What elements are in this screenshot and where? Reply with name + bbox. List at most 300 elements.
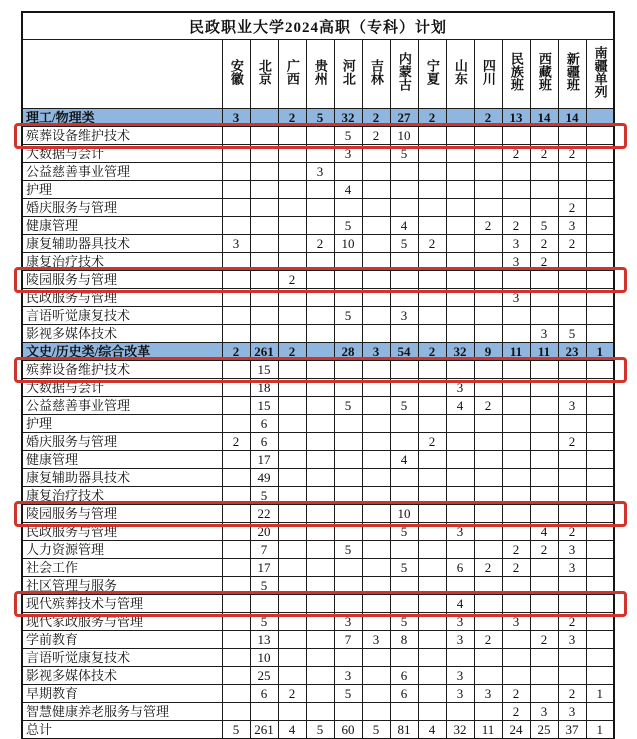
value-cell-13: [586, 289, 614, 307]
value-cell-3: [306, 703, 334, 721]
value-cell-12: [558, 181, 586, 199]
value-cell-5: [362, 325, 390, 343]
value-cell-1: [250, 235, 278, 253]
value-cell-5: [362, 667, 390, 685]
value-cell-11: 5: [530, 217, 558, 235]
value-cell-0: 5: [222, 721, 250, 739]
value-cell-4: 5: [334, 127, 362, 145]
value-cell-13: [586, 559, 614, 577]
table-row: [22, 289, 614, 307]
value-cell-2: [278, 433, 306, 451]
value-cell-13: [586, 361, 614, 379]
value-cell-11: [530, 307, 558, 325]
table-row: [22, 307, 614, 325]
value-cell-5: [362, 397, 390, 415]
value-cell-4: [334, 325, 362, 343]
value-cell-0: [222, 577, 250, 595]
value-cell-3: [306, 433, 334, 451]
value-cell-2: [278, 415, 306, 433]
value-cell-8: [446, 433, 474, 451]
table-row: [22, 163, 614, 181]
value-cell-2: [278, 289, 306, 307]
value-cell-13: [586, 397, 614, 415]
value-cell-2: [278, 667, 306, 685]
row-label: 康复辅助器具技术: [22, 469, 222, 487]
column-header-label: 民族班: [508, 52, 524, 91]
value-cell-10: [502, 163, 530, 181]
value-cell-2: [278, 379, 306, 397]
section-header-row: [22, 109, 614, 127]
row-label: 陵园服务与管理: [22, 505, 222, 523]
value-cell-10: [502, 379, 530, 397]
row-label: 理工/物理类: [22, 109, 222, 127]
value-cell-9: 2: [474, 631, 502, 649]
value-cell-13: 1: [586, 685, 614, 703]
value-cell-10: 13: [502, 109, 530, 127]
row-label: 婚庆服务与管理: [22, 433, 222, 451]
value-cell-8: 32: [446, 343, 474, 361]
value-cell-10: 24: [502, 721, 530, 739]
value-cell-11: [530, 199, 558, 217]
value-cell-11: [530, 577, 558, 595]
value-cell-8: [446, 703, 474, 721]
value-cell-12: [558, 505, 586, 523]
value-cell-7: [418, 379, 446, 397]
table-row: [22, 433, 614, 451]
value-cell-10: [502, 451, 530, 469]
value-cell-5: 5: [362, 721, 390, 739]
value-cell-12: 2: [558, 433, 586, 451]
value-cell-8: 3: [446, 613, 474, 631]
value-cell-13: [586, 109, 614, 127]
value-cell-9: [474, 127, 502, 145]
value-cell-9: [474, 199, 502, 217]
table-title: 民政职业大学2024高职（专科）计划: [22, 12, 614, 40]
value-cell-1: [250, 109, 278, 127]
value-cell-5: [362, 199, 390, 217]
value-cell-1: 261: [250, 343, 278, 361]
value-cell-11: 25: [530, 721, 558, 739]
value-cell-4: [334, 559, 362, 577]
value-cell-11: [530, 397, 558, 415]
value-cell-6: [390, 253, 418, 271]
value-cell-11: [530, 163, 558, 181]
value-cell-4: [334, 253, 362, 271]
value-cell-11: [530, 469, 558, 487]
value-cell-5: [362, 703, 390, 721]
table-row: [22, 361, 614, 379]
value-cell-5: [362, 559, 390, 577]
value-cell-12: 2: [558, 145, 586, 163]
value-cell-11: [530, 667, 558, 685]
value-cell-5: [362, 451, 390, 469]
value-cell-5: [362, 415, 390, 433]
value-cell-11: [530, 415, 558, 433]
row-label: 大数据与会计: [22, 145, 222, 163]
value-cell-1: 17: [250, 451, 278, 469]
value-cell-3: [306, 253, 334, 271]
value-cell-13: [586, 271, 614, 289]
value-cell-1: [250, 595, 278, 613]
value-cell-7: [418, 361, 446, 379]
value-cell-0: [222, 649, 250, 667]
value-cell-8: [446, 577, 474, 595]
value-cell-1: [250, 703, 278, 721]
column-header-label: 广西: [284, 58, 300, 85]
value-cell-3: [306, 361, 334, 379]
value-cell-12: [558, 271, 586, 289]
value-cell-0: [222, 541, 250, 559]
value-cell-5: [362, 217, 390, 235]
value-cell-0: [222, 217, 250, 235]
value-cell-12: 3: [558, 397, 586, 415]
value-cell-0: [222, 487, 250, 505]
value-cell-10: [502, 415, 530, 433]
value-cell-0: 3: [222, 109, 250, 127]
value-cell-3: [306, 685, 334, 703]
row-label: 社会工作: [22, 559, 222, 577]
value-cell-3: [306, 217, 334, 235]
value-cell-8: [446, 235, 474, 253]
value-cell-1: 22: [250, 505, 278, 523]
value-cell-0: [222, 325, 250, 343]
value-cell-11: [530, 685, 558, 703]
value-cell-10: [502, 397, 530, 415]
value-cell-7: [418, 199, 446, 217]
value-cell-5: [362, 361, 390, 379]
value-cell-7: [418, 181, 446, 199]
value-cell-12: [558, 649, 586, 667]
value-cell-11: [530, 649, 558, 667]
value-cell-7: [418, 631, 446, 649]
value-cell-13: [586, 415, 614, 433]
value-cell-10: 2: [502, 685, 530, 703]
value-cell-5: [362, 613, 390, 631]
value-cell-3: [306, 667, 334, 685]
value-cell-12: [558, 415, 586, 433]
value-cell-6: [390, 649, 418, 667]
value-cell-10: [502, 469, 530, 487]
value-cell-3: [306, 505, 334, 523]
value-cell-5: 3: [362, 343, 390, 361]
value-cell-12: 3: [558, 217, 586, 235]
value-cell-8: [446, 199, 474, 217]
value-cell-2: [278, 181, 306, 199]
value-cell-3: [306, 397, 334, 415]
value-cell-10: 2: [502, 541, 530, 559]
value-cell-5: 3: [362, 631, 390, 649]
value-cell-3: [306, 415, 334, 433]
value-cell-13: 1: [586, 721, 614, 739]
section-header-row: [22, 343, 614, 361]
value-cell-8: [446, 649, 474, 667]
value-cell-1: 20: [250, 523, 278, 541]
value-cell-6: 5: [390, 235, 418, 253]
column-header-label: 北京: [256, 58, 272, 85]
value-cell-7: 2: [418, 235, 446, 253]
value-cell-13: [586, 145, 614, 163]
row-label: 社区管理与服务: [22, 577, 222, 595]
value-cell-5: [362, 181, 390, 199]
value-cell-0: [222, 613, 250, 631]
value-cell-0: [222, 595, 250, 613]
value-cell-8: [446, 307, 474, 325]
value-cell-4: [334, 469, 362, 487]
row-label: 健康管理: [22, 451, 222, 469]
value-cell-9: 2: [474, 397, 502, 415]
value-cell-6: [390, 577, 418, 595]
value-cell-2: [278, 361, 306, 379]
value-cell-5: [362, 469, 390, 487]
value-cell-12: [558, 163, 586, 181]
value-cell-8: [446, 541, 474, 559]
value-cell-0: [222, 631, 250, 649]
value-cell-0: [222, 181, 250, 199]
value-cell-6: 10: [390, 127, 418, 145]
value-cell-9: [474, 613, 502, 631]
value-cell-7: [418, 505, 446, 523]
value-cell-9: [474, 451, 502, 469]
value-cell-13: [586, 613, 614, 631]
value-cell-8: [446, 181, 474, 199]
column-header-label: 安徽: [228, 58, 244, 85]
value-cell-4: [334, 415, 362, 433]
value-cell-10: [502, 649, 530, 667]
value-cell-5: [362, 595, 390, 613]
column-header-11: [530, 40, 558, 109]
value-cell-3: 3: [306, 163, 334, 181]
value-cell-6: [390, 487, 418, 505]
value-cell-2: [278, 325, 306, 343]
value-cell-1: 17: [250, 559, 278, 577]
value-cell-0: 2: [222, 343, 250, 361]
value-cell-3: [306, 487, 334, 505]
value-cell-8: 3: [446, 667, 474, 685]
table-row: [22, 469, 614, 487]
value-cell-8: 4: [446, 595, 474, 613]
value-cell-11: 11: [530, 343, 558, 361]
column-header-12: [558, 40, 586, 109]
table-row: [22, 325, 614, 343]
column-header-label: 西藏班: [536, 52, 552, 91]
value-cell-3: [306, 289, 334, 307]
value-cell-0: [222, 163, 250, 181]
value-cell-10: [502, 361, 530, 379]
value-cell-2: [278, 595, 306, 613]
value-cell-12: [558, 127, 586, 145]
value-cell-11: [530, 487, 558, 505]
value-cell-4: 28: [334, 343, 362, 361]
value-cell-10: [502, 667, 530, 685]
value-cell-3: [306, 307, 334, 325]
value-cell-9: [474, 577, 502, 595]
value-cell-4: [334, 487, 362, 505]
table-row: [22, 253, 614, 271]
value-cell-12: [558, 253, 586, 271]
value-cell-5: [362, 433, 390, 451]
row-label: 现代殡葬技术与管理: [22, 595, 222, 613]
value-cell-2: [278, 703, 306, 721]
value-cell-8: 6: [446, 559, 474, 577]
value-cell-3: [306, 343, 334, 361]
value-cell-1: [250, 199, 278, 217]
value-cell-9: [474, 703, 502, 721]
value-cell-7: [418, 685, 446, 703]
value-cell-7: [418, 397, 446, 415]
value-cell-3: [306, 559, 334, 577]
value-cell-12: [558, 487, 586, 505]
value-cell-4: 32: [334, 109, 362, 127]
value-cell-9: [474, 505, 502, 523]
table-row: [22, 487, 614, 505]
value-cell-12: 2: [558, 199, 586, 217]
table-row: [22, 379, 614, 397]
column-header-6: [390, 40, 418, 109]
value-cell-4: [334, 451, 362, 469]
value-cell-3: 5: [306, 109, 334, 127]
value-cell-8: 3: [446, 685, 474, 703]
value-cell-1: [250, 145, 278, 163]
value-cell-0: 2: [222, 433, 250, 451]
value-cell-7: [418, 451, 446, 469]
province-header-row: [22, 40, 614, 109]
value-cell-1: [250, 307, 278, 325]
value-cell-6: 5: [390, 559, 418, 577]
value-cell-0: [222, 145, 250, 163]
value-cell-4: [334, 271, 362, 289]
table-row: [22, 631, 614, 649]
value-cell-1: [250, 127, 278, 145]
value-cell-4: [334, 379, 362, 397]
value-cell-3: [306, 181, 334, 199]
value-cell-2: [278, 649, 306, 667]
table-row: [22, 127, 614, 145]
table-row: [22, 415, 614, 433]
value-cell-1: [250, 253, 278, 271]
value-cell-0: [222, 127, 250, 145]
value-cell-2: 2: [278, 109, 306, 127]
value-cell-12: [558, 289, 586, 307]
value-cell-2: 2: [278, 343, 306, 361]
value-cell-13: [586, 595, 614, 613]
value-cell-4: 5: [334, 685, 362, 703]
row-label: 智慧健康养老服务与管理: [22, 703, 222, 721]
value-cell-10: [502, 505, 530, 523]
value-cell-3: [306, 541, 334, 559]
value-cell-8: [446, 289, 474, 307]
value-cell-2: [278, 487, 306, 505]
value-cell-10: [502, 199, 530, 217]
value-cell-6: [390, 469, 418, 487]
value-cell-11: 3: [530, 703, 558, 721]
value-cell-1: 7: [250, 541, 278, 559]
table-row: [22, 541, 614, 559]
value-cell-10: 3: [502, 289, 530, 307]
column-header-0: [222, 40, 250, 109]
value-cell-1: 49: [250, 469, 278, 487]
value-cell-3: [306, 523, 334, 541]
row-label: 言语听觉康复技术: [22, 649, 222, 667]
value-cell-12: 2: [558, 235, 586, 253]
value-cell-12: 3: [558, 703, 586, 721]
value-cell-9: 3: [474, 685, 502, 703]
value-cell-13: [586, 703, 614, 721]
value-cell-8: [446, 109, 474, 127]
value-cell-0: [222, 379, 250, 397]
value-cell-2: [278, 145, 306, 163]
value-cell-7: [418, 289, 446, 307]
value-cell-7: 4: [418, 721, 446, 739]
value-cell-4: 4: [334, 181, 362, 199]
value-cell-1: 25: [250, 667, 278, 685]
row-label: 言语听觉康复技术: [22, 307, 222, 325]
value-cell-3: [306, 469, 334, 487]
value-cell-6: 54: [390, 343, 418, 361]
value-cell-9: [474, 163, 502, 181]
value-cell-6: 81: [390, 721, 418, 739]
value-cell-2: [278, 577, 306, 595]
value-cell-3: [306, 613, 334, 631]
value-cell-4: [334, 577, 362, 595]
value-cell-11: 2: [530, 541, 558, 559]
value-cell-10: [502, 271, 530, 289]
table-row: [22, 235, 614, 253]
value-cell-10: 3: [502, 613, 530, 631]
value-cell-13: [586, 577, 614, 595]
value-cell-2: 2: [278, 685, 306, 703]
value-cell-6: [390, 541, 418, 559]
corner-cell: [22, 40, 222, 109]
value-cell-13: [586, 181, 614, 199]
value-cell-5: [362, 649, 390, 667]
value-cell-5: 2: [362, 109, 390, 127]
value-cell-8: [446, 361, 474, 379]
value-cell-13: [586, 649, 614, 667]
row-label: 公益慈善事业管理: [22, 163, 222, 181]
value-cell-1: 5: [250, 487, 278, 505]
row-label: 公益慈善事业管理: [22, 397, 222, 415]
value-cell-11: [530, 505, 558, 523]
value-cell-13: [586, 487, 614, 505]
value-cell-6: 10: [390, 505, 418, 523]
row-label: 康复辅助器具技术: [22, 235, 222, 253]
value-cell-5: [362, 235, 390, 253]
column-header-8: [446, 40, 474, 109]
value-cell-9: [474, 415, 502, 433]
value-cell-7: [418, 667, 446, 685]
value-cell-9: [474, 253, 502, 271]
row-label: 殡葬设备维护技术: [22, 127, 222, 145]
value-cell-2: [278, 541, 306, 559]
column-header-13: [586, 40, 614, 109]
value-cell-9: [474, 523, 502, 541]
value-cell-6: 4: [390, 451, 418, 469]
value-cell-8: 3: [446, 379, 474, 397]
value-cell-12: 14: [558, 109, 586, 127]
value-cell-11: 3: [530, 325, 558, 343]
value-cell-9: [474, 271, 502, 289]
value-cell-0: [222, 415, 250, 433]
value-cell-5: [362, 289, 390, 307]
value-cell-12: [558, 469, 586, 487]
value-cell-4: 3: [334, 667, 362, 685]
value-cell-11: [530, 361, 558, 379]
table-row: [22, 199, 614, 217]
value-cell-5: 2: [362, 127, 390, 145]
value-cell-1: 13: [250, 631, 278, 649]
value-cell-3: [306, 577, 334, 595]
value-cell-7: 2: [418, 433, 446, 451]
